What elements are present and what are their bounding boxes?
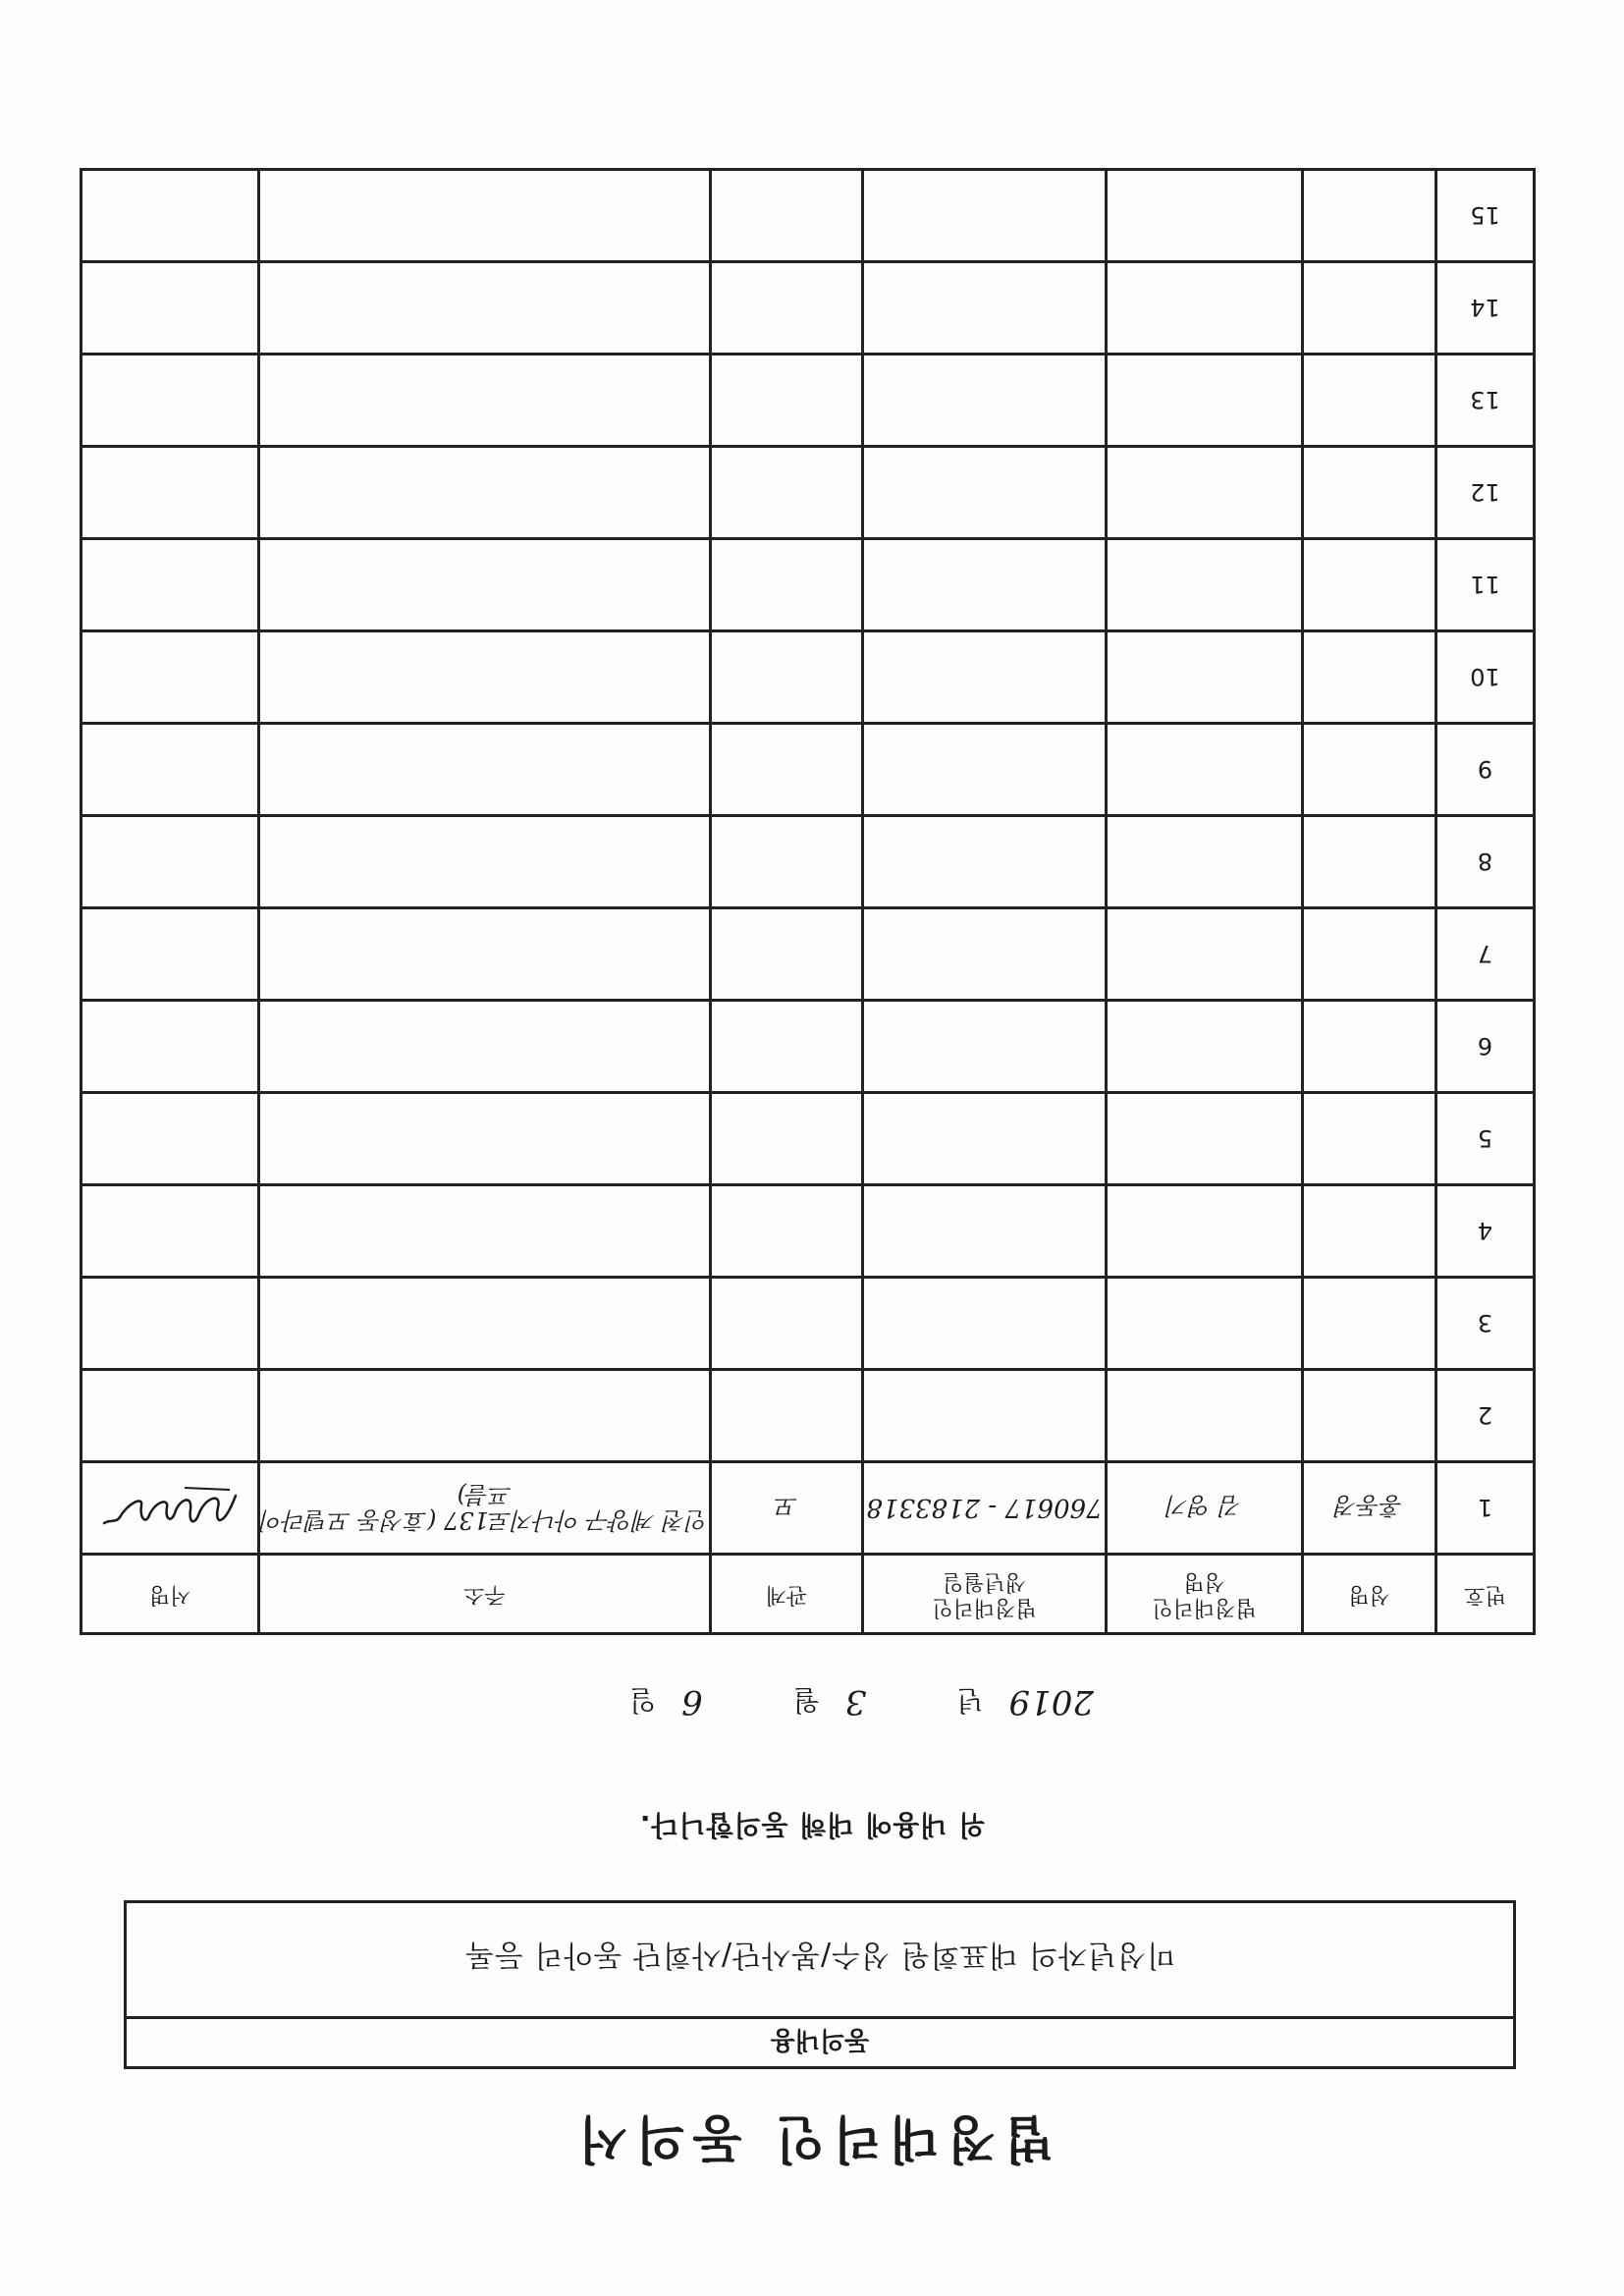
- cell-guardian-birth: [863, 170, 1107, 262]
- date-month: 3: [844, 1682, 867, 1722]
- cell-signature: [81, 724, 259, 816]
- cell-guardian-birth: [863, 355, 1107, 447]
- cell-number: 15: [1436, 170, 1535, 262]
- cell-signature: [81, 816, 259, 908]
- cell-guardian-name: [1107, 262, 1303, 355]
- cell-name: [1303, 170, 1436, 262]
- cell-guardian-name: [1107, 1278, 1303, 1370]
- cell-signature: [81, 170, 259, 262]
- header-name: 성명: [1303, 1555, 1436, 1634]
- table-row: [81, 1462, 1535, 1555]
- cell-number: 2: [1436, 1370, 1535, 1462]
- cell-guardian-name: [1107, 631, 1303, 724]
- table-row: [81, 908, 1535, 1001]
- cell-signature: [81, 262, 259, 355]
- cell-signature: [81, 1001, 259, 1093]
- table-row: [81, 1278, 1535, 1370]
- cell-number: 14: [1436, 262, 1535, 355]
- cell-guardian-birth: [863, 1093, 1107, 1185]
- header-address: 주소: [259, 1555, 711, 1634]
- cell-address: [259, 908, 711, 1001]
- cell-name: [1303, 1093, 1436, 1185]
- cell-guardian-birth: [863, 1001, 1107, 1093]
- cell-name: 홍동경: [1303, 1462, 1436, 1555]
- cell-address: [259, 1185, 711, 1278]
- cell-signature: [81, 1278, 259, 1370]
- table-row: [81, 539, 1535, 631]
- cell-name: [1303, 908, 1436, 1001]
- cell-guardian-name: [1107, 908, 1303, 1001]
- cell-number: 5: [1436, 1093, 1535, 1185]
- signature-scribble: [96, 1479, 244, 1538]
- date-month-unit: 월: [792, 1684, 820, 1717]
- cell-guardian-birth: [863, 262, 1107, 355]
- cell-signature: [81, 1185, 259, 1278]
- cell-signature: [81, 1462, 259, 1555]
- agreement-statement: 위 내용에 대해 동의합니다.: [638, 1809, 986, 1841]
- cell-name: [1303, 262, 1436, 355]
- table-row: [81, 262, 1535, 355]
- cell-number: 7: [1436, 908, 1535, 1001]
- header-guardian-birth: 법정대리인 생년월일: [863, 1555, 1107, 1634]
- cell-name: [1303, 1185, 1436, 1278]
- cell-relation: [711, 1185, 863, 1278]
- cell-guardian-name: [1107, 447, 1303, 539]
- cell-guardian-name: [1107, 1001, 1303, 1093]
- date-day: 6: [681, 1682, 703, 1722]
- cell-number: 4: [1436, 1185, 1535, 1278]
- cell-name: [1303, 631, 1436, 724]
- page-title: 법정대리인 동의서: [570, 2108, 1054, 2167]
- cell-guardian-birth: [863, 447, 1107, 539]
- cell-address: [259, 262, 711, 355]
- cell-signature: [81, 908, 259, 1001]
- table-row: [81, 1185, 1535, 1278]
- cell-guardian-birth: [863, 724, 1107, 816]
- cell-signature: [81, 355, 259, 447]
- consent-body: 미성년자의 대표회원 성수/봉사단/사회단 동아리 등록: [464, 1938, 1175, 1972]
- cell-address: [259, 1093, 711, 1185]
- cell-name: [1303, 355, 1436, 447]
- cell-number: 3: [1436, 1278, 1535, 1370]
- header-guardian-name: 법정대리인 성명: [1107, 1555, 1303, 1634]
- header-relation: 관계: [711, 1555, 863, 1634]
- cell-guardian-name: 김 영기: [1107, 1462, 1303, 1555]
- cell-relation: [711, 1370, 863, 1462]
- cell-address: [259, 631, 711, 724]
- cell-address: [259, 724, 711, 816]
- cell-guardian-birth: [863, 1278, 1107, 1370]
- cell-relation: [711, 631, 863, 724]
- cell-address: [259, 1370, 711, 1462]
- cell-signature: [81, 447, 259, 539]
- cell-name: [1303, 1278, 1436, 1370]
- date-year-unit: 년: [956, 1684, 984, 1717]
- table-row: [81, 170, 1535, 262]
- header-signature: 서명: [81, 1555, 259, 1634]
- cell-address: [259, 355, 711, 447]
- cell-name: [1303, 447, 1436, 539]
- cell-relation: [711, 1278, 863, 1370]
- guardian-table: [80, 168, 1536, 1635]
- cell-signature: [81, 1370, 259, 1462]
- cell-relation: [711, 1093, 863, 1185]
- cell-signature: [81, 1093, 259, 1185]
- cell-address: [259, 1278, 711, 1370]
- cell-guardian-birth: [863, 816, 1107, 908]
- cell-address: [259, 816, 711, 908]
- cell-address: 인천 계양구 아나지로137 (효성동 모텔라이프블): [259, 1462, 711, 1555]
- date-day-unit: 일: [629, 1684, 657, 1717]
- cell-relation: [711, 816, 863, 908]
- cell-number: 11: [1436, 539, 1535, 631]
- cell-number: 6: [1436, 1001, 1535, 1093]
- cell-address: [259, 447, 711, 539]
- cell-guardian-birth: [863, 908, 1107, 1001]
- cell-number: 8: [1436, 816, 1535, 908]
- cell-address: [259, 539, 711, 631]
- cell-relation: 모: [711, 1462, 863, 1555]
- cell-address: [259, 1001, 711, 1093]
- cell-guardian-name: [1107, 1093, 1303, 1185]
- cell-guardian-birth: [863, 1370, 1107, 1462]
- cell-number: 9: [1436, 724, 1535, 816]
- cell-name: [1303, 1370, 1436, 1462]
- table-row: [81, 631, 1535, 724]
- table-row: [81, 447, 1535, 539]
- table-row: [81, 355, 1535, 447]
- cell-guardian-birth: 760617 - 2183318: [863, 1462, 1107, 1555]
- cell-guardian-birth: [863, 539, 1107, 631]
- cell-number: 13: [1436, 355, 1535, 447]
- cell-number: 1: [1436, 1462, 1535, 1555]
- cell-guardian-birth: [863, 631, 1107, 724]
- cell-guardian-name: [1107, 539, 1303, 631]
- cell-address: [259, 170, 711, 262]
- table-row: [81, 1370, 1535, 1462]
- cell-relation: [711, 355, 863, 447]
- cell-guardian-name: [1107, 1185, 1303, 1278]
- cell-name: [1303, 539, 1436, 631]
- cell-signature: [81, 539, 259, 631]
- header-number: 번호: [1436, 1555, 1535, 1634]
- cell-guardian-name: [1107, 816, 1303, 908]
- cell-guardian-birth: [863, 1185, 1107, 1278]
- consent-box: [124, 1900, 1516, 2069]
- date-year: 2019: [1008, 1682, 1094, 1722]
- cell-guardian-name: [1107, 355, 1303, 447]
- cell-number: 12: [1436, 447, 1535, 539]
- cell-relation: [711, 1001, 863, 1093]
- cell-guardian-name: [1107, 170, 1303, 262]
- cell-guardian-name: [1107, 1370, 1303, 1462]
- cell-relation: [711, 447, 863, 539]
- cell-relation: [711, 539, 863, 631]
- table-header-row: [81, 1555, 1535, 1634]
- cell-signature: [81, 631, 259, 724]
- cell-relation: [711, 908, 863, 1001]
- cell-relation: [711, 724, 863, 816]
- cell-guardian-name: [1107, 724, 1303, 816]
- cell-name: [1303, 724, 1436, 816]
- cell-name: [1303, 1001, 1436, 1093]
- cell-number: 10: [1436, 631, 1535, 724]
- table-row: [81, 724, 1535, 816]
- table-row: [81, 816, 1535, 908]
- date-line: [505, 1682, 1094, 1722]
- cell-relation: [711, 262, 863, 355]
- cell-name: [1303, 816, 1436, 908]
- table-row: [81, 1093, 1535, 1185]
- cell-relation: [711, 170, 863, 262]
- table-row: [81, 1001, 1535, 1093]
- consent-header: 동의내용: [127, 2016, 1513, 2066]
